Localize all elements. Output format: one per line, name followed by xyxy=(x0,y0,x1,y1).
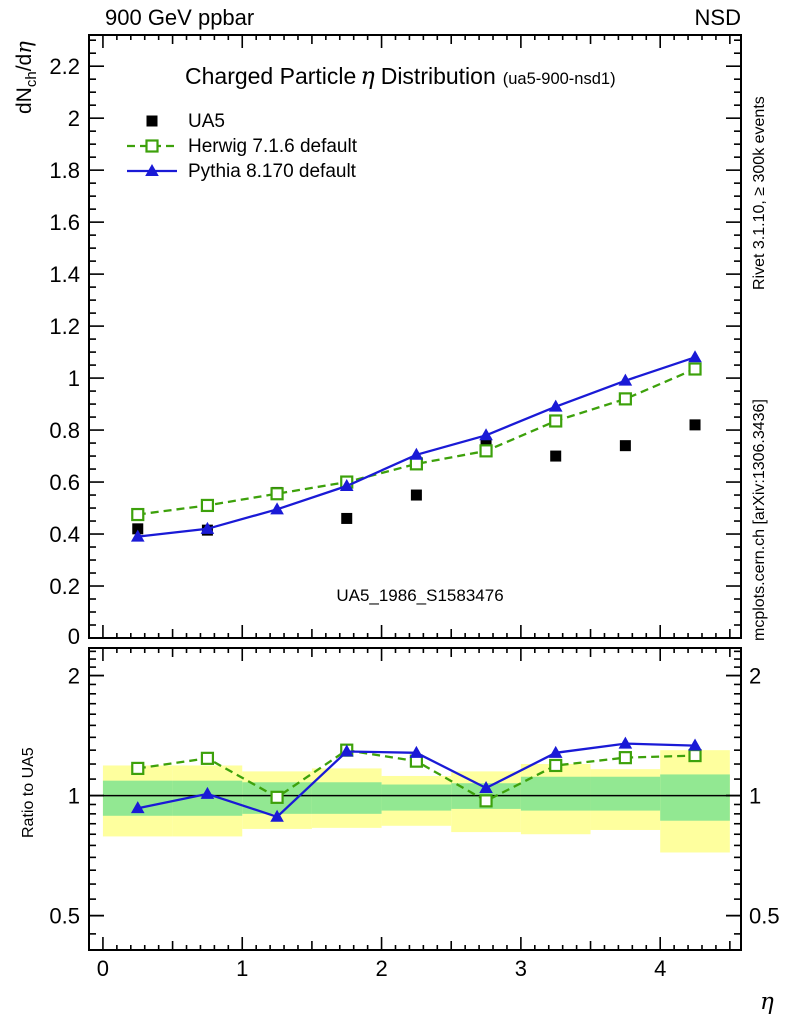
ratio-y-tick-label: 1 xyxy=(67,783,80,809)
header-beam-energy: 900 GeV ppbar xyxy=(105,5,255,30)
herwig-data-point xyxy=(132,509,143,520)
ratio-y-tick-label: 0.5 xyxy=(749,903,780,929)
herwig-ratio-point xyxy=(481,795,492,806)
band-stat-uncertainty xyxy=(382,785,452,811)
x-tick-label: 3 xyxy=(514,956,528,981)
legend-label-herwig: Herwig 7.1.6 default xyxy=(188,136,357,157)
ratio-y-tick-label: 2 xyxy=(67,663,80,689)
x-tick-label: 0 xyxy=(96,956,110,981)
x-tick-label: 4 xyxy=(654,956,667,981)
main-y-tick-label: 1.8 xyxy=(49,158,80,184)
legend-label-pythia: Pythia 8.170 default xyxy=(188,161,356,182)
main-panel-frame xyxy=(89,35,741,638)
herwig-ratio-point xyxy=(202,753,213,764)
herwig-data-point xyxy=(202,500,213,511)
main-y-tick-label: 1.6 xyxy=(49,210,80,236)
main-y-tick-label: 0.4 xyxy=(49,522,80,548)
pythia-data-point xyxy=(688,350,702,362)
main-y-tick-label: 2 xyxy=(67,106,80,132)
ua5-data-point xyxy=(550,451,561,462)
main-series xyxy=(131,350,702,541)
band-stat-uncertainty xyxy=(312,782,382,814)
x-tick-label: 1 xyxy=(236,956,249,981)
x-tick-label: 2 xyxy=(375,956,388,981)
legend xyxy=(127,111,358,182)
legend-herwig-marker xyxy=(147,141,158,152)
legend-label-ua5: UA5 xyxy=(188,111,225,132)
herwig-ratio-point xyxy=(690,750,701,761)
herwig-data-point xyxy=(272,488,283,499)
header-event-class: NSD xyxy=(694,5,741,30)
main-y-tick-label: 1.4 xyxy=(49,262,80,288)
herwig-data-point xyxy=(481,445,492,456)
rivet-version-text: Rivet 3.1.10, ≥ 300k events xyxy=(751,96,768,290)
main-y-tick-label: 0.6 xyxy=(49,470,80,496)
ratio-y-tick-label: 2 xyxy=(749,663,762,689)
analysis-watermark: UA5_1986_S1583476 xyxy=(336,586,504,605)
ratio-y-tick-label: 0.5 xyxy=(49,903,80,929)
main-y-tick-label: 1.2 xyxy=(49,314,80,340)
main-y-tick-label: 0.8 xyxy=(49,418,80,444)
band-stat-uncertainty xyxy=(521,777,591,811)
plot-title-sub: (ua5-900-nsd1) xyxy=(502,70,616,88)
herwig-data-point xyxy=(550,415,561,426)
legend-ua5-marker xyxy=(147,116,158,127)
ratio-y-axis-title: Ratio to UA5 xyxy=(20,747,37,838)
main-y-tick-label: 1 xyxy=(67,366,80,392)
ua5-data-point xyxy=(411,490,422,501)
herwig-ratio-point xyxy=(550,760,561,771)
main-y-tick-label: 2.2 xyxy=(49,54,80,80)
herwig-ratio-point xyxy=(620,752,631,763)
x-axis-title: η xyxy=(760,989,774,1015)
band-stat-uncertainty xyxy=(660,774,730,820)
eta-symbol: η xyxy=(12,41,36,54)
ratio-y-tick-label: 1 xyxy=(749,783,762,809)
ua5-data-point xyxy=(620,440,631,451)
herwig-data-point xyxy=(620,393,631,404)
main-y-axis-title: $dN_{ch}/d\eta$ xyxy=(12,41,40,114)
mcplots-credit-text: mcplots.cern.ch [arXiv:1306.3436] xyxy=(751,399,768,641)
herwig-data-point xyxy=(690,363,701,374)
band-stat-uncertainty xyxy=(591,777,661,811)
pythia-line xyxy=(138,357,695,536)
ua5-data-point xyxy=(690,419,701,430)
main-y-tick-label: 0 xyxy=(67,624,80,649)
herwig-data-point xyxy=(411,458,422,469)
main-y-tick-label: 0.2 xyxy=(49,574,80,600)
herwig-ratio-point xyxy=(132,763,143,774)
ua5-data-point xyxy=(341,513,352,524)
eta-symbol: η xyxy=(360,62,375,90)
plot-title: Charged Particle η Distribution (ua5-900-nsd1) xyxy=(185,62,616,90)
herwig-ratio-point xyxy=(272,792,283,803)
